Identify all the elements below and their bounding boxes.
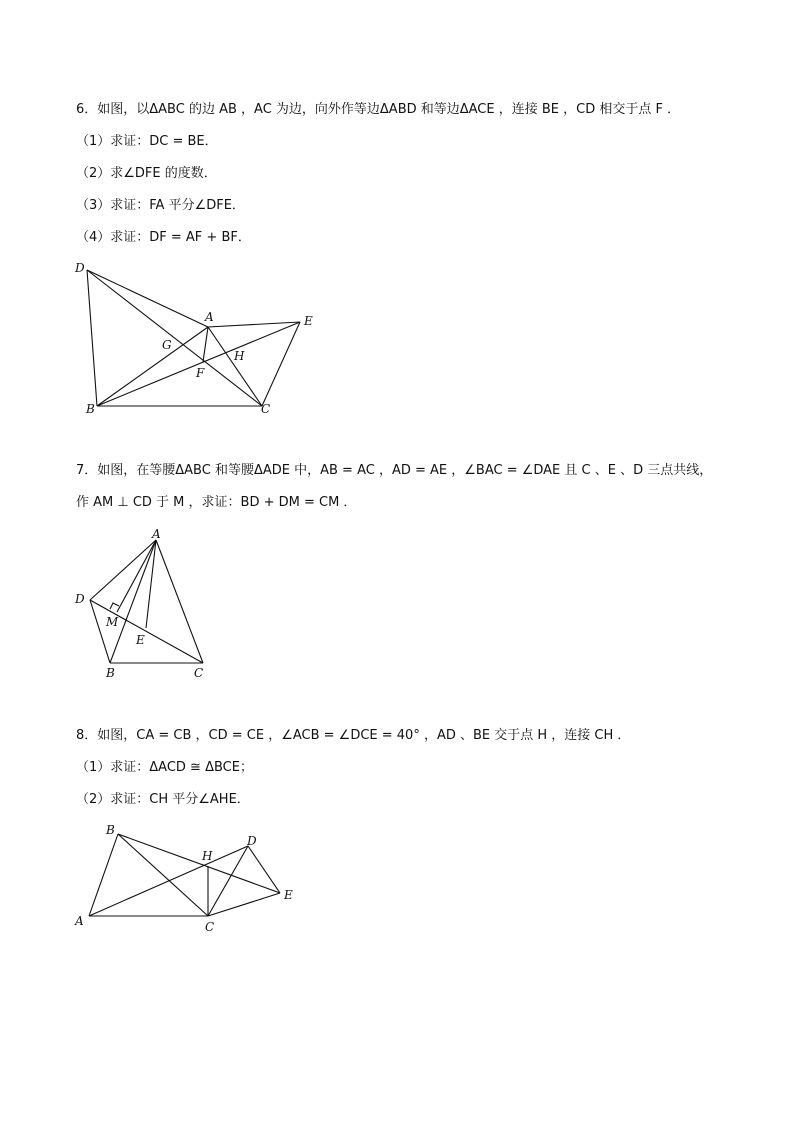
point-label-B: B: [86, 402, 95, 416]
problem-6-part-4: （4）求证：DF = AF + BF．: [76, 230, 251, 245]
point-label-C: C: [261, 402, 271, 416]
segment-BC: [118, 834, 208, 916]
point-label-D: D: [247, 834, 257, 848]
segment-AD: [89, 846, 248, 916]
problem-7-statement-cont: 作 AM ⊥ CD 于 M ，求证：BD + DM = CM ．: [76, 495, 357, 510]
problem-6-part-2: （2）求∠DFE 的度数．: [76, 166, 217, 181]
point-label-B: B: [106, 666, 115, 680]
problem-8-part-2: （2）求证：CH 平分∠AHE．: [76, 792, 250, 807]
problem-6-part-1: （1）求证：DC = BE．: [76, 134, 218, 149]
point-label-C: C: [205, 920, 215, 934]
problem-7-statement: 7．如图，在等腰ΔABC 和等腰ΔADE 中，AB = AC ，AD = AE ，∠BAC = ∠DAE 且 C 、E 、D 三点共线，: [76, 463, 713, 478]
point-label-H: H: [202, 849, 213, 863]
point-label-D: D: [75, 261, 85, 275]
problem-6-part-3: （3）求证：FA 平分∠DFE．: [76, 198, 245, 213]
point-label-D: D: [75, 592, 85, 606]
point-label-C: C: [194, 666, 204, 680]
problem-8-part-1: （1）求证：ΔACD ≅ ΔBCE；: [76, 760, 253, 775]
point-label-B: B: [106, 823, 115, 837]
segment-DE: [248, 846, 280, 893]
point-label-A: A: [152, 527, 161, 541]
point-label-E: E: [304, 314, 313, 328]
segment-AB: [89, 834, 118, 916]
point-label-F: F: [196, 366, 205, 380]
problem-8-statement: 8．如图，CA = CB ，CD = CE ，∠ACB = ∠DCE = 40° ，AD 、BE 交于点 H ，连接 CH ．: [76, 728, 631, 743]
point-label-H: H: [234, 349, 245, 363]
point-label-M: M: [106, 615, 119, 629]
point-label-A: A: [205, 310, 214, 324]
point-label-E: E: [136, 633, 145, 647]
point-label-A: A: [75, 914, 84, 928]
problem-6-statement: 6．如图，以ΔABC 的边 AB ，AC 为边，向外作等边ΔABD 和等边ΔACE ，连接 BE ，CD 相交于点 F ．: [76, 102, 681, 117]
point-label-G: G: [162, 338, 172, 352]
point-label-E: E: [284, 888, 293, 902]
